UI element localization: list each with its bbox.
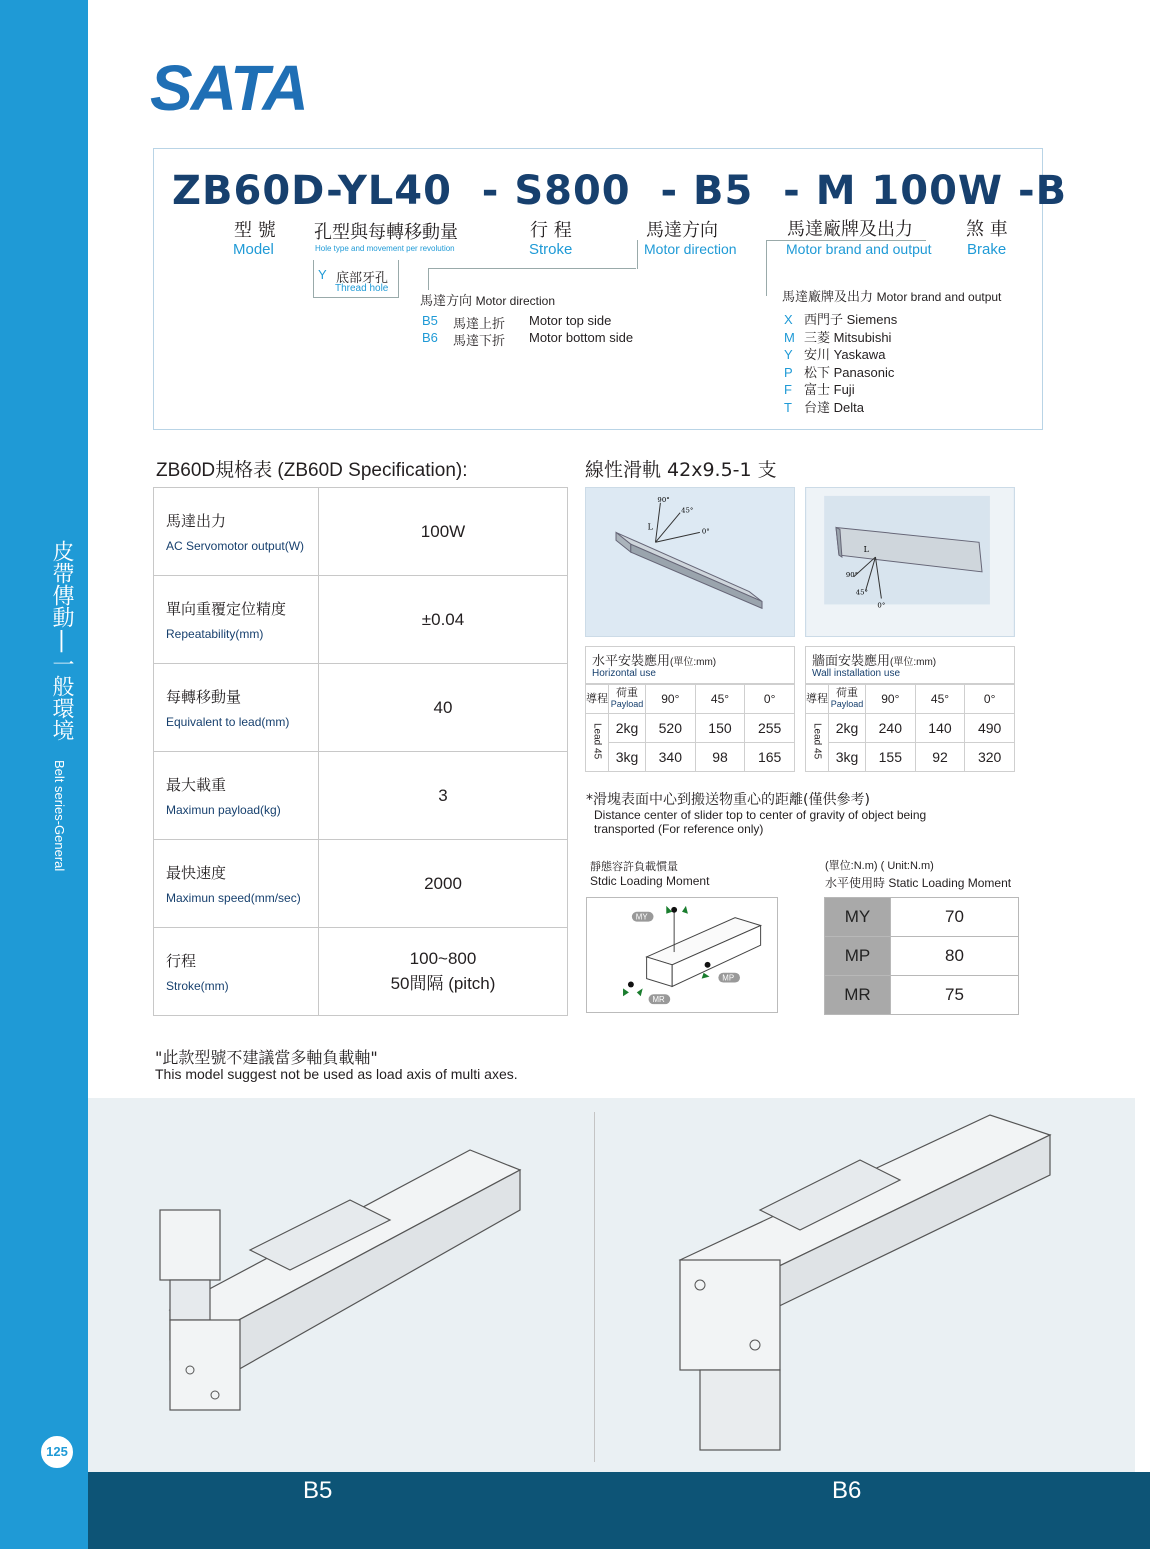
field-stroke-en: Stroke [529,241,573,258]
spec-row: 每轉移動量 Equivalent to lead(mm) 40 [154,664,568,752]
brand-item: F 富士 Fuji [784,382,855,398]
sata-logo [150,56,320,116]
field-direction-zh: 馬達方向 [646,220,718,241]
field-model-en: Model [233,241,274,258]
brand-list [784,311,924,417]
moment-subtitle: 水平使用時 Static Loading Moment [825,876,1012,890]
product-divider [594,1112,595,1462]
field-brand-zh: 馬達廠牌及出力 [787,219,913,240]
horizontal-load-table: 導程 荷重 Payload 90° 45° 0° Lead 45 2kg 520 150 255 3kg 340 98 165 [585,684,795,772]
moment-title-zh: 靜態容許負載慣量 [590,861,678,873]
side-title-zh: 皮帶傳動|一般環境 [49,540,74,741]
spec-title: ZB60D規格表 (ZB60D Specification): [156,460,468,481]
remark-en: This model suggest not be used as load axis of multi axes. [155,1066,518,1082]
rail-note-en: Distance center of slider top to center of gravity of object being [594,808,927,822]
spec-table [153,487,568,1016]
direction-title: 馬達方向 Motor direction [420,293,556,308]
wall-table-title: 牆面安裝應用(單位:mm) Wall installation use [805,646,1015,684]
logo-text: SATA [150,56,307,116]
horizontal-mount-diagram [585,487,795,637]
svg-text:MY: MY [635,912,648,922]
connector-line [398,260,399,298]
field-brand-en: Motor brand and output [786,241,932,257]
rail-note-zh: *滑塊表面中心到搬送物重心的距離(僅供參考) [586,792,870,808]
page-number: 125 [40,1435,74,1469]
b5-label: B5 [303,1477,333,1504]
rail-note-en: transported (For reference only) [594,822,764,836]
rail-title: 線性滑軌 42x9.5-1 支 [585,459,777,481]
direction-zh: 馬達下折 [453,333,506,348]
wall-mount-diagram [805,487,1015,637]
moment-row: MR 75 [825,976,1019,1015]
svg-text:L: L [863,545,869,555]
moment-title-en: Stdic Loading Moment [590,874,710,888]
bottom-bar [88,1472,1150,1549]
moment-table [824,897,1019,1015]
field-brake-en: Brake [967,241,1007,258]
svg-text:90°: 90° [845,570,859,579]
brand-item: P 松下 Panasonic [784,364,895,380]
direction-en: Motor top side [529,313,612,328]
svg-text:45°: 45° [855,588,868,597]
field-stroke-zh: 行 程 [530,220,572,241]
spec-row: 行程 Stroke(mm) 100~800 50間隔 (pitch) [154,928,568,1016]
connector-line [637,240,638,269]
svg-text:0°: 0° [701,527,710,536]
connector-line [766,240,926,241]
field-direction-en: Motor direction [644,241,737,257]
spec-row: 單向重覆定位精度 Repeatability(mm) ±0.04 [154,576,568,664]
svg-text:L: L [647,522,653,532]
direction-code: B5 [422,313,438,328]
model-code: ZB60D-YL40 - S800 - B5 - M 100W -B [172,168,1068,214]
field-brake-zh: 煞 車 [966,219,1008,240]
moment-row: MP 80 [825,937,1019,976]
field-model-zh: 型 號 [234,220,276,241]
spec-row: 馬達出力 AC Servomotor output(W) 100W [154,488,568,576]
remark-zh: "此款型號不建議當多軸負載軸" [155,1048,378,1067]
moment-row: MY 70 [825,898,1019,937]
field-hole-en: Hole type and movement per revolution [315,244,455,253]
thread-en: Thread hole [335,283,389,294]
connector-line [428,268,429,290]
thread-code: Y [318,267,327,282]
moment-unit: (單位:N.m) ( Unit:N.m) [825,860,934,872]
svg-text:MP: MP [722,973,735,983]
brand-item: Y 安川 Yaskawa [784,347,886,363]
connector-line [428,268,636,269]
svg-text:90°: 90° [657,495,670,504]
b5-product-image [150,1140,550,1460]
b6-label: B6 [832,1477,862,1504]
brand-item: M 三菱 Mitsubishi [784,329,892,345]
horizontal-table-title: 水平安裝應用(單位:mm) Horizontal use [585,646,795,684]
connector-line [766,240,767,296]
side-title-en: Belt series-General [52,760,67,872]
b6-product-image [660,1110,1060,1460]
moment-diagram [586,897,778,1013]
thread-zh: 底部牙孔 [336,270,389,285]
direction-zh: 馬達上折 [453,316,506,331]
field-hole-zh: 孔型與每轉移動量 [314,222,458,243]
brand-title: 馬達廠牌及出力 Motor brand and output [782,289,1002,304]
wall-load-table: 導程 荷重 Payload 90° 45° 0° Lead 45 2kg 240 140 490 3kg 155 92 320 [805,684,1015,772]
spec-row: 最快速度 Maximun speed(mm/sec) 2000 [154,840,568,928]
svg-text:MR: MR [652,995,665,1005]
brand-item: X 西門子 Siemens [784,312,898,327]
brand-item: T 台達 Delta [784,399,864,415]
svg-text:45°: 45° [681,506,694,515]
svg-text:0°: 0° [877,601,886,610]
connector-line [313,260,314,298]
spec-row: 最大載重 Maximun payload(kg) 3 [154,752,568,840]
connector-line [313,297,398,298]
direction-code: B6 [422,330,438,345]
direction-en: Motor bottom side [529,330,634,345]
side-band [0,0,88,1549]
